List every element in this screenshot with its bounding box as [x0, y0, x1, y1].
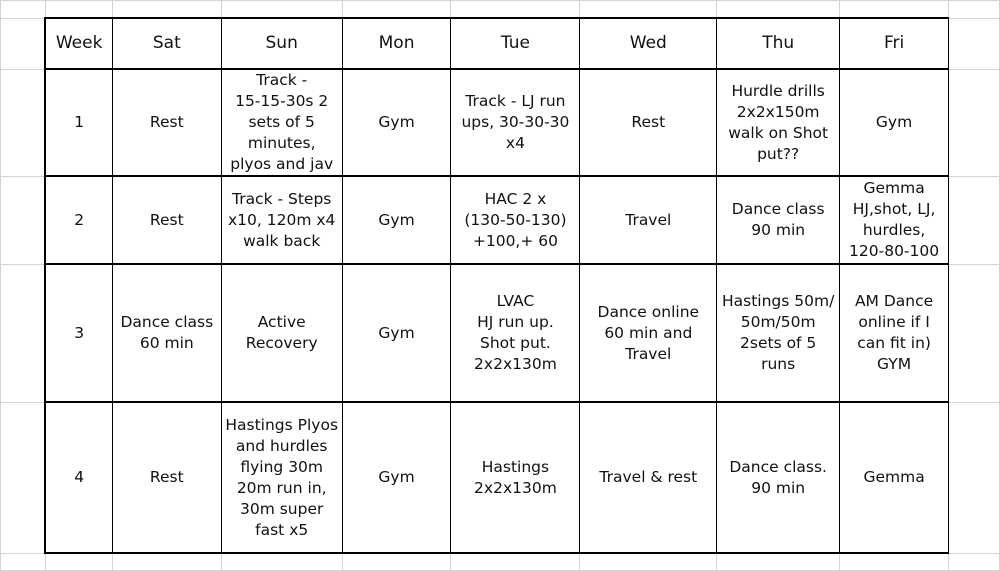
cell-mon[interactable]: Gym [342, 176, 451, 264]
cell-mon[interactable]: Gym [342, 69, 451, 176]
cell-sun[interactable]: Active Recovery [221, 264, 342, 402]
cell-sat[interactable]: Rest [112, 176, 221, 264]
cell-sat[interactable]: Dance class 60 min [112, 264, 221, 402]
header-mon[interactable]: Mon [342, 18, 451, 69]
cell-fri[interactable]: Gemma HJ,shot, LJ, hurdles, 120-80-100 [840, 176, 949, 264]
empty-cell[interactable] [45, 1, 112, 19]
cell-tue[interactable]: LVAC HJ run up. Shot put. 2x2x130m [451, 264, 580, 402]
cell-thu[interactable]: Dance class. 90 min [717, 402, 840, 553]
cell-sun[interactable]: Track - 15-15-30s 2 sets of 5 minutes, plyos and jav [221, 69, 342, 176]
cell-tue[interactable]: HAC 2 x (130-50-130) +100,+ 60 [451, 176, 580, 264]
header-row [1, 18, 1000, 69]
empty-cell[interactable] [221, 1, 342, 19]
cell-tue[interactable]: Hastings 2x2x130m [451, 402, 580, 553]
empty-cell[interactable] [342, 1, 451, 19]
week-number[interactable]: 2 [45, 176, 112, 264]
cell-sun[interactable]: Hastings Plyos and hurdles flying 30m 20m run in, 30m super fast x5 [221, 402, 342, 553]
empty-cell[interactable] [949, 1, 1000, 19]
header-wed[interactable]: Wed [580, 18, 717, 69]
cell-fri[interactable]: Gemma [840, 402, 949, 553]
cell-wed[interactable]: Travel & rest [580, 402, 717, 553]
empty-cell[interactable] [1, 264, 46, 402]
empty-cell[interactable] [717, 1, 840, 19]
cell-wed[interactable]: Travel [580, 176, 717, 264]
empty-cell[interactable] [1, 402, 46, 553]
empty-cell[interactable] [1, 69, 46, 176]
header-fri[interactable]: Fri [840, 18, 949, 69]
spacer-row [1, 1, 1000, 19]
week-number[interactable]: 3 [45, 264, 112, 402]
cell-mon[interactable]: Gym [342, 264, 451, 402]
empty-cell[interactable] [1, 1, 46, 19]
empty-cell[interactable] [949, 402, 1000, 553]
cell-mon[interactable]: Gym [342, 402, 451, 553]
week-row-1 [1, 69, 1000, 176]
header-sat[interactable]: Sat [112, 18, 221, 69]
week-row-3 [1, 264, 1000, 402]
cell-wed[interactable]: Rest [580, 69, 717, 176]
empty-cell[interactable] [949, 176, 1000, 264]
empty-cell[interactable] [451, 1, 580, 19]
empty-cell[interactable] [1, 18, 46, 69]
week-row-4 [1, 402, 1000, 553]
cell-wed[interactable]: Dance online 60 min and Travel [580, 264, 717, 402]
week-number[interactable]: 4 [45, 402, 112, 553]
header-thu[interactable]: Thu [717, 18, 840, 69]
week-row-2 [1, 176, 1000, 264]
empty-cell[interactable] [949, 264, 1000, 402]
header-sun[interactable]: Sun [221, 18, 342, 69]
header-week[interactable]: Week [45, 18, 112, 69]
header-tue[interactable]: Tue [451, 18, 580, 69]
cell-thu[interactable]: Hurdle drills 2x2x150m walk on Shot put?? [717, 69, 840, 176]
cell-fri[interactable]: AM Dance online if I can fit in) GYM [840, 264, 949, 402]
cell-sat[interactable]: Rest [112, 402, 221, 553]
cell-thu[interactable]: Hastings 50m/ 50m/50m 2sets of 5 runs [717, 264, 840, 402]
cell-fri[interactable]: Gym [840, 69, 949, 176]
empty-cell[interactable] [112, 1, 221, 19]
cell-sun[interactable]: Track - Steps x10, 120m x4 walk back [221, 176, 342, 264]
empty-cell[interactable] [580, 1, 717, 19]
empty-cell[interactable] [1, 176, 46, 264]
cell-thu[interactable]: Dance class 90 min [717, 176, 840, 264]
empty-cell[interactable] [949, 69, 1000, 176]
empty-cell[interactable] [840, 1, 949, 19]
cell-tue[interactable]: Track - LJ run ups, 30-30-30 x4 [451, 69, 580, 176]
cell-sat[interactable]: Rest [112, 69, 221, 176]
week-number[interactable]: 1 [45, 69, 112, 176]
empty-cell[interactable] [949, 18, 1000, 69]
